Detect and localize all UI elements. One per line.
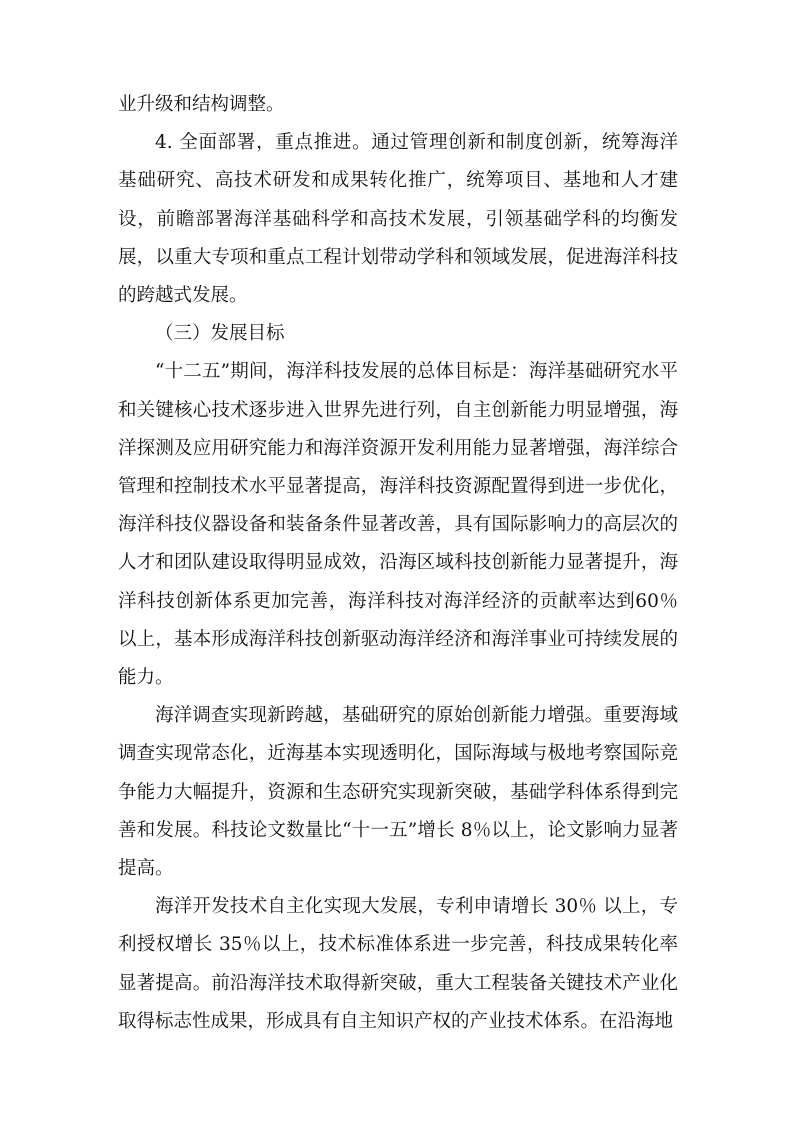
paragraph-principle-4: 4. 全面部署，重点推进。通过管理创新和制度创新，统筹海洋基础研究、高技术研发和成果转化推广，统筹项目、基地和人才建设，前瞻部署海洋基础科学和高技术发展，引领基础学科的均衡发展，以重大专项和重点工程计划带动学科和领域发展，促进海洋科技的跨越式发展。 <box>118 132 678 307</box>
paragraph-continuation: 业升级和结构调整。 <box>118 94 285 115</box>
section-heading-development-goals: （三）发展目标 <box>155 323 285 345</box>
paragraph-ocean-technology: 海洋开发技术自主化实现大发展，专利申请增长 30％ 以上，专利授权增长 35％以上，技术标准体系进一步完善，科技成果转化率显著提高。前沿海洋技术取得新突破，重大工程装备关键技术产业化取得标志性成果，形成具有自主知识产权的产业技术体系。在沿海地 <box>118 896 678 1032</box>
body-text <box>118 86 678 1041</box>
paragraph-overall-goals: “十二五”期间，海洋科技发展的总体目标是：海洋基础研究水平和关键核心技术逐步进入世界先进行列，自主创新能力明显增强，海洋探测及应用研究能力和海洋资源开发利用能力显著增强，海洋综合管理和控制技术水平显著提高，海洋科技资源配置得到进一步优化，海洋科技仪器设备和装备条件显著改善，具有国际影响力的高层次的人才和团队建设取得明显成效，沿海区域科技创新能力显著提升，海洋科技创新体系更加完善，海洋科技对海洋经济的贡献率达到60％以上，基本形成海洋科技创新驱动海洋经济和海洋事业可持续发展的能力。 <box>118 361 678 689</box>
paragraph-ocean-survey: 海洋调查实现新跨越，基础研究的原始创新能力增强。重要海域调查实现常态化，近海基本实现透明化，国际海域与极地考察国际竞争能力大幅提升，资源和生态研究实现新突破，基础学科体系得到完善和发展。科技论文数量比“十一五”增长 8％以上，论文影响力显著提高。 <box>118 705 678 880</box>
